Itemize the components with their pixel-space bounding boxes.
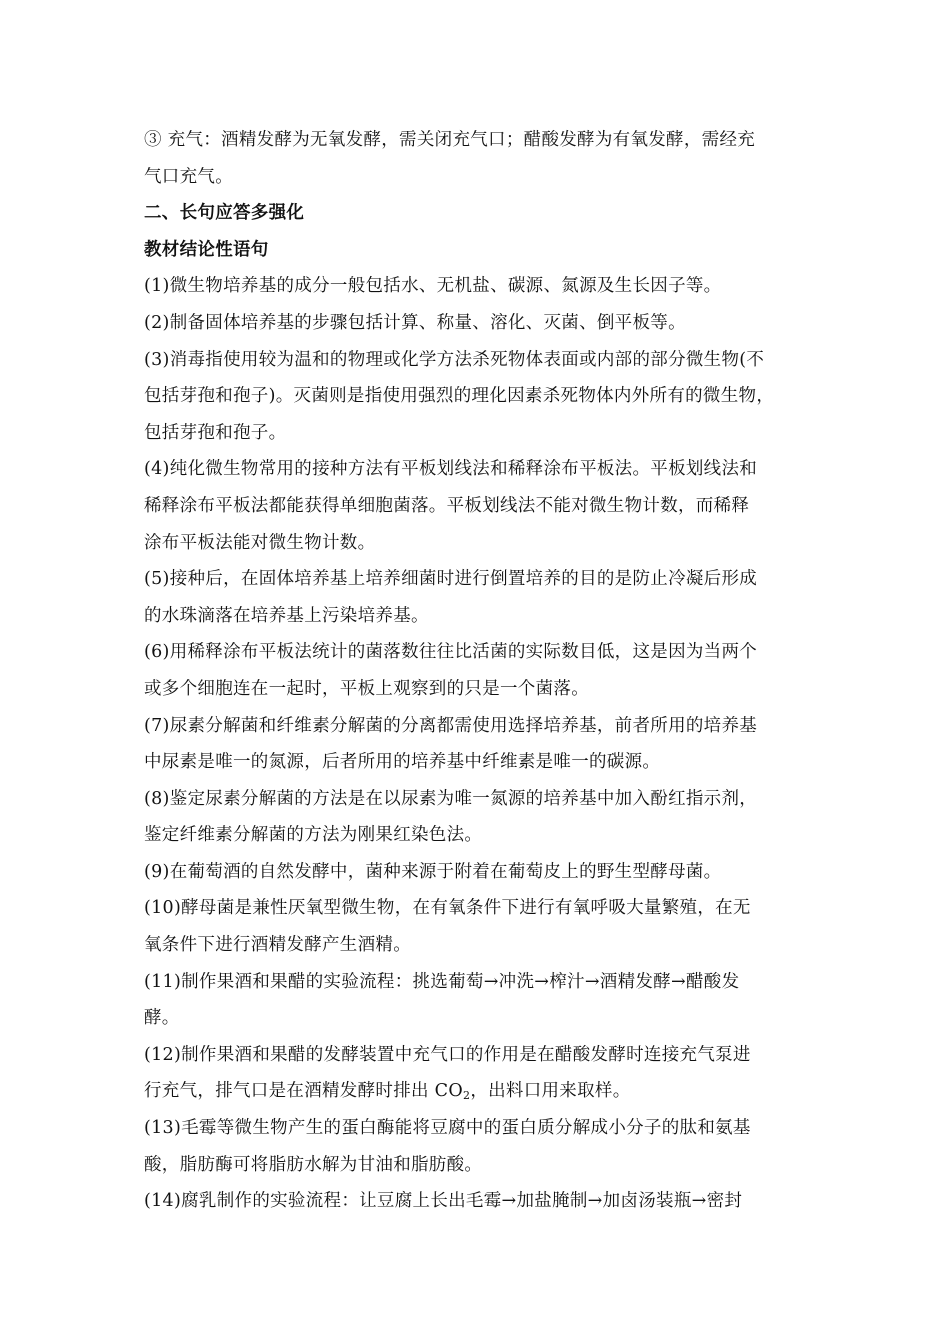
text-line: (10)酵母菌是兼性厌氧型微生物，在有氧条件下进行有氧呼吸大量繁殖，在无 (144, 898, 751, 919)
text-line: (8)鉴定尿素分解菌的方法是在以尿素为唯一氮源的培养基中加入酚红指示剂， (144, 788, 758, 809)
text-line: (2)制备固体培养基的步骤包括计算、称量、溶化、灭菌、倒平板等。 (144, 312, 686, 333)
section-heading: 二、长句应答多强化 (144, 203, 305, 224)
text-line: (4)纯化微生物常用的接种方法有平板划线法和稀释涂布平板法。平板划线法和 (144, 459, 758, 480)
co2-subscript: 2 (463, 1089, 471, 1103)
text-line: 涂布平板法能对微生物计数。 (144, 532, 376, 553)
text-line: (7)尿素分解菌和纤维素分解菌的分离都需使用选择培养基，前者所用的培养基 (144, 715, 758, 736)
text-line: 鉴定纤维素分解菌的方法为刚果红染色法。 (144, 825, 483, 846)
text-line: (1)微生物培养基的成分一般包括水、无机盐、碳源、氮源及生长因子等。 (144, 276, 722, 297)
intro-line: ③ 充气：酒精发酵为无氧发酵，需关闭充气口；醋酸发酵为有氧发酵，需经充 (144, 130, 756, 150)
text-line: 包括芽孢和孢子)。灭菌则是指使用强烈的理化因素杀死物体内外所有的微生物， (144, 386, 775, 407)
document-body (144, 122, 824, 1220)
text-line: 或多个细胞连在一起时，平板上观察到的只是一个菌落。 (144, 678, 589, 699)
text-line: (11)制作果酒和果醋的实验流程：挑选葡萄→冲洗→榨汁→酒精发酵→醋酸发 (144, 971, 740, 992)
text-line: (3)消毒指使用较为温和的物理或化学方法杀死物体表面或内部的部分微生物(不 (144, 349, 765, 370)
text-line: 酵。 (144, 1008, 180, 1029)
text-line: (14)腐乳制作的实验流程：让豆腐上长出毛霉→加盐腌制→加卤汤装瓶→密封 (144, 1191, 743, 1212)
text-line: (12)制作果酒和果醋的发酵装置中充气口的作用是在醋酸发酵时连接充气泵进 (144, 1044, 751, 1065)
intro-line: 气口充气。 (144, 166, 233, 187)
co2-line-after: ，出料口用来取样。 (470, 1081, 631, 1102)
text-line: 稀释涂布平板法都能获得单细胞菌落。平板划线法不能对微生物计数，而稀释 (144, 495, 750, 516)
co2-line-before: 行充气，排气口是在酒精发酵时排出 CO (144, 1081, 463, 1102)
text-line: (9)在葡萄酒的自然发酵中，菌种来源于附着在葡萄皮上的野生型酵母菌。 (144, 861, 722, 882)
text-line: 包括芽孢和孢子。 (144, 422, 287, 443)
co2-line (144, 1073, 824, 1110)
text-line: (6)用稀释涂布平板法统计的菌落数往往比活菌的实际数目低，这是因为当两个 (144, 642, 758, 663)
text-line: 氧条件下进行酒精发酵产生酒精。 (144, 935, 411, 956)
text-line: 的水珠滴落在培养基上污染培养基。 (144, 605, 429, 626)
text-line: (13)毛霉等微生物产生的蛋白酶能将豆腐中的蛋白质分解成小分子的肽和氨基 (144, 1118, 751, 1139)
text-line: 酸，脂肪酶可将脂肪水解为甘油和脂肪酸。 (144, 1154, 483, 1175)
sub-heading: 教材结论性语句 (144, 239, 269, 260)
text-line: (5)接种后，在固体培养基上培养细菌时进行倒置培养的目的是防止冷凝后形成 (144, 569, 758, 590)
text-line: 中尿素是唯一的氮源，后者所用的培养基中纤维素是唯一的碳源。 (144, 752, 661, 773)
